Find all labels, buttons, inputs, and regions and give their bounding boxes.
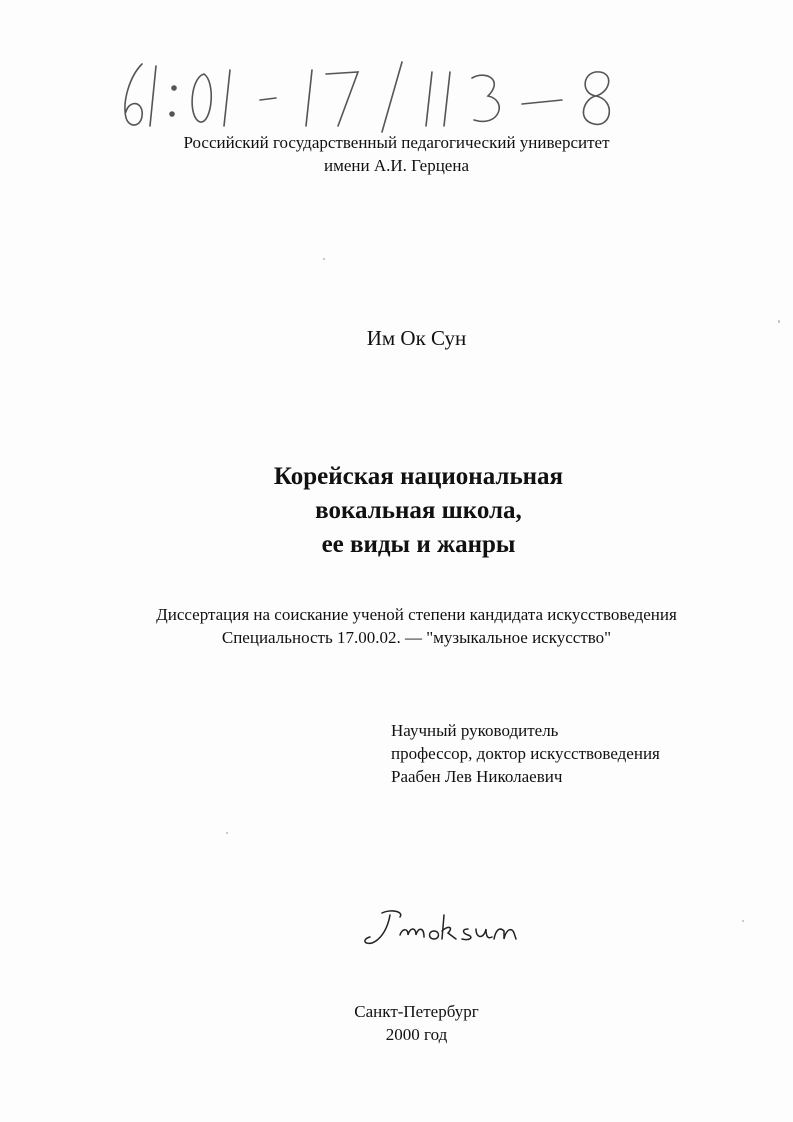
dissertation-info bbox=[20, 603, 793, 649]
supervisor-title: профессор, доктор искусствоведения bbox=[391, 744, 660, 763]
title-line-2: вокальная школа, bbox=[315, 497, 522, 524]
university-line-2: имени А.И. Герцена bbox=[323, 156, 469, 175]
scan-speck bbox=[778, 320, 780, 323]
city: Санкт-Петербург bbox=[354, 1002, 479, 1021]
handwritten-archive-code bbox=[112, 56, 652, 136]
dissertation-title bbox=[22, 460, 793, 562]
year: 2000 год bbox=[385, 1025, 448, 1044]
supervisor-heading: Научный руководитель bbox=[391, 721, 559, 740]
supervisor-block bbox=[391, 719, 660, 788]
scan-speck bbox=[226, 832, 228, 834]
title-line-1: Корейская национальная bbox=[273, 463, 564, 490]
university-line-1: Российский государственный педагогический университет bbox=[183, 133, 610, 152]
specialty-line: Специальность 17.00.02. — "музыкальное искусство" bbox=[221, 628, 612, 647]
author-name: Им Ок Сун bbox=[366, 326, 467, 350]
author-signature bbox=[360, 895, 530, 955]
degree-line: Диссертация на соискание ученой степени кандидата искусствоведения bbox=[156, 605, 677, 624]
scan-speck bbox=[323, 258, 325, 260]
scan-speck bbox=[742, 920, 744, 922]
city-year-block bbox=[20, 1000, 793, 1046]
supervisor-name: Раабен Лев Николаевич bbox=[391, 767, 563, 786]
university-name bbox=[0, 131, 793, 177]
title-line-3: ее виды и жанры bbox=[321, 531, 516, 558]
